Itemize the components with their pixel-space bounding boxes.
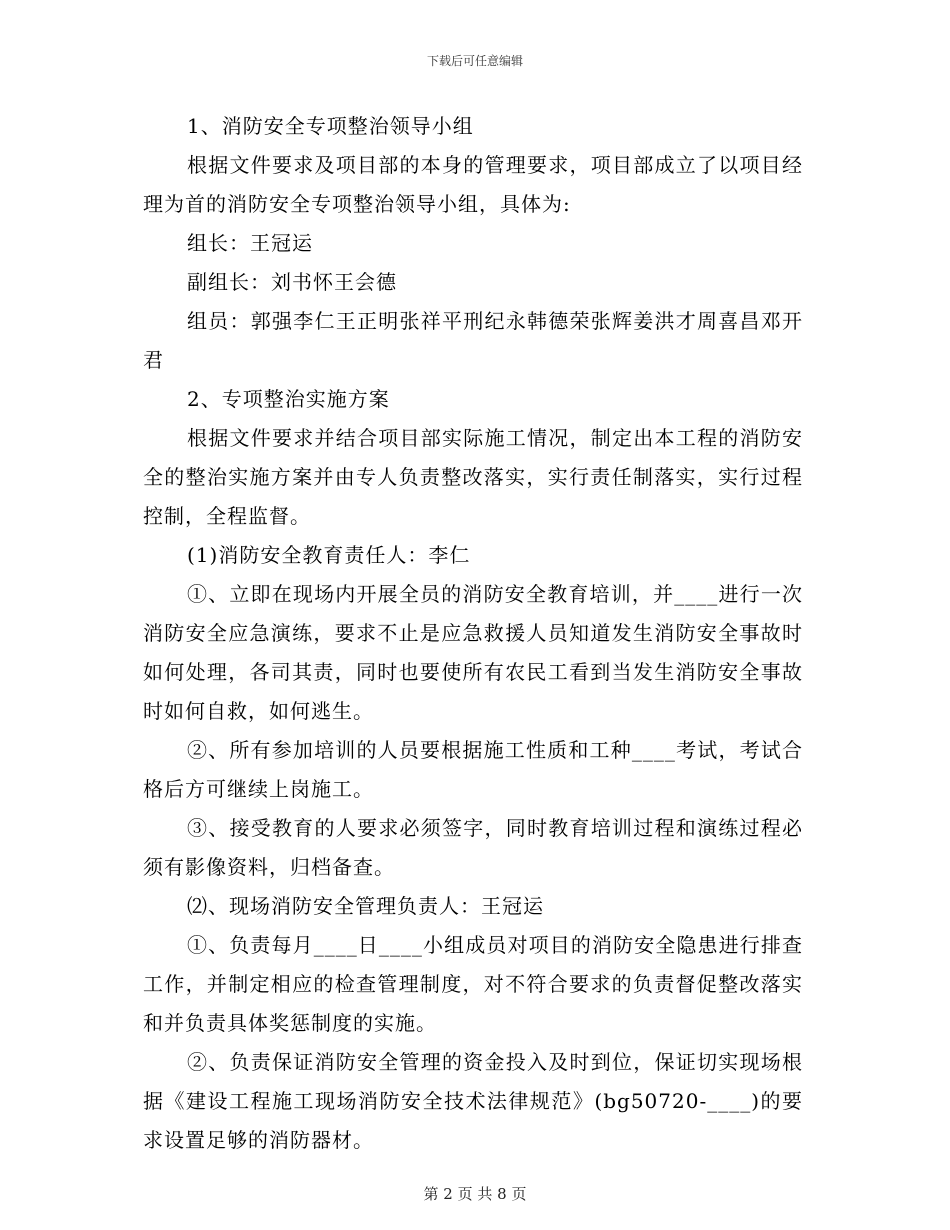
paragraph-education-item-3: ③、接受教育的人要求必须签字，同时教育培训过程和演练过程必须有影像资料，归档备查。: [143, 816, 803, 879]
page-header-note: 下载后可任意编辑: [426, 54, 523, 68]
subsection-heading-education: (1)消防安全教育责任人：李仁: [187, 543, 471, 567]
section-heading-leadership-group: 1、消防安全专项整治领导小组: [187, 114, 474, 138]
section-heading-implementation-plan: 2、专项整治实施方案: [187, 387, 390, 411]
paragraph-group-intro: 根据文件要求及项目部的本身的管理要求，项目部成立了以项目经理为首的消防安全专项整治领导小组，具体为:: [143, 153, 803, 216]
document-body: [143, 107, 803, 1160]
paragraph-education-item-1: ①、立即在现场内开展全员的消防安全教育培训，并____进行一次消防安全应急演练，要求不止是应急救援人员知道发生消防安全事故时如何处理，各司其责，同时也要使所有农民工看到当发生消防安全事故时如何自救，如何逃生。: [143, 582, 803, 723]
paragraph-education-item-2: ②、所有参加培训的人员要根据施工性质和工种____考试，考试合格后方可继续上岗施工。: [143, 738, 803, 801]
paragraph-deputy-leader: 副组长：刘书怀王会德: [187, 270, 397, 294]
paragraph-plan-intro: 根据文件要求并结合项目部实际施工情况，制定出本工程的消防安全的整治实施方案并由专人负责整改落实，实行责任制落实，实行过程控制，全程监督。: [143, 426, 803, 528]
paragraph-management-item-2: ②、负责保证消防安全管理的资金投入及时到位，保证切实现场根据《建设工程施工现场消防安全技术法律规范》(bg50720-____)的要求设置足够的消防器材。: [143, 1050, 803, 1152]
subsection-heading-site-management: ⑵、现场消防安全管理负责人：王冠运: [187, 894, 544, 918]
paragraph-management-item-1: ①、负责每月____日____小组成员对项目的消防安全隐患进行排查工作，并制定相应的检查管理制度，对不符合要求的负责督促整改落实和并负责具体奖惩制度的实施。: [143, 933, 803, 1035]
paragraph-group-members: 组员：郭强李仁王正明张祥平刑纪永韩德荣张辉姜洪才周喜昌邓开君: [143, 309, 803, 372]
paragraph-group-leader: 组长：王冠运: [187, 231, 313, 255]
page-number-footer: 第 2 页 共 8 页: [423, 1185, 527, 1203]
